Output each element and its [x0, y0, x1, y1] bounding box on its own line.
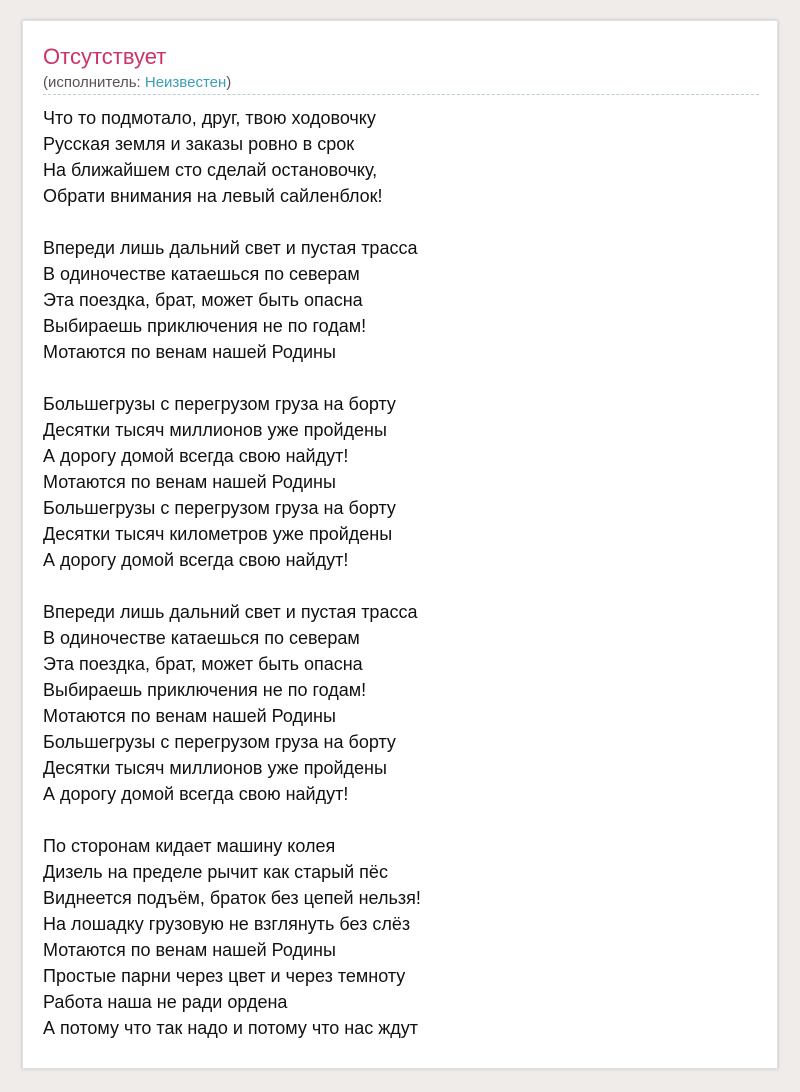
lyrics-line: Большегрузы с перегрузом груза на борту: [43, 732, 396, 752]
lyrics-stanza: [43, 105, 759, 209]
lyrics-line: А дорогу домой всегда свою найдут!: [43, 550, 349, 570]
lyrics-line: Эта поездка, брат, может быть опасна: [43, 654, 363, 674]
lyrics-line: Мотаются по венам нашей Родины: [43, 472, 336, 492]
divider: [43, 94, 759, 95]
lyrics-line: На лошадку грузовую не взглянуть без слёз: [43, 914, 411, 934]
lyrics-line: Десятки тысяч километров уже пройдены: [43, 524, 393, 544]
lyrics-line: А дорогу домой всегда свою найдут!: [43, 784, 349, 804]
song-title: Отсутствует: [43, 44, 167, 69]
lyrics-line: Обрати внимания на левый сайленблок!: [43, 186, 383, 206]
lyrics-line: Простые парни через цвет и через темноту: [43, 966, 406, 986]
artist-suffix: ): [226, 74, 232, 91]
lyrics-line: Виднеется подъём, браток без цепей нельзя!: [43, 888, 421, 908]
lyrics-line: Десятки тысяч миллионов уже пройдены: [43, 758, 387, 778]
lyrics-line: Мотаются по венам нашей Родины: [43, 706, 336, 726]
lyrics-line: А потому что так надо и потому что нас ждут: [43, 1018, 419, 1038]
lyrics-line: Эта поездка, брат, может быть опасна: [43, 290, 363, 310]
lyrics-stanza: [43, 391, 759, 573]
lyrics-line: Мотаются по венам нашей Родины: [43, 342, 336, 362]
lyrics-line: В одиночестве катаешься по северам: [43, 264, 360, 284]
lyrics-line: Работа наша не ради ордена: [43, 992, 288, 1012]
lyrics-line: Десятки тысяч миллионов уже пройдены: [43, 420, 387, 440]
lyrics-line: В одиночестве катаешься по северам: [43, 628, 360, 648]
lyrics-text: [43, 105, 759, 1067]
lyrics-line: Русская земля и заказы ровно в срок: [43, 134, 355, 154]
lyrics-line: А дорогу домой всегда свою найдут!: [43, 446, 349, 466]
lyrics-stanza: [43, 599, 759, 807]
artist-prefix: (исполнитель:: [43, 74, 145, 91]
lyrics-line: Дизель на пределе рычит как старый пёс: [43, 862, 388, 882]
lyrics-line: Впереди лишь дальний свет и пустая трасса: [43, 238, 418, 258]
lyrics-line: Большегрузы с перегрузом груза на борту: [43, 498, 396, 518]
lyrics-line: На ближайшем сто сделай остановочку,: [43, 160, 378, 180]
lyrics-line: Впереди лишь дальний свет и пустая трасса: [43, 602, 418, 622]
artist-link[interactable]: Неизвестен: [144, 74, 227, 91]
lyrics-card: [22, 20, 778, 1069]
lyrics-line: Что то подмотало, друг, твою ходовочку: [43, 108, 376, 128]
lyrics-line: Выбираешь приключения не по годам!: [43, 316, 367, 336]
artist-line: [43, 73, 231, 93]
lyrics-stanza: [43, 833, 759, 1041]
lyrics-line: Мотаются по венам нашей Родины: [43, 940, 336, 960]
lyrics-line: Большегрузы с перегрузом груза на борту: [43, 394, 396, 414]
lyrics-stanza: [43, 235, 759, 365]
lyrics-line: По сторонам кидает машину колея: [43, 836, 336, 856]
lyrics-line: Выбираешь приключения не по годам!: [43, 680, 367, 700]
